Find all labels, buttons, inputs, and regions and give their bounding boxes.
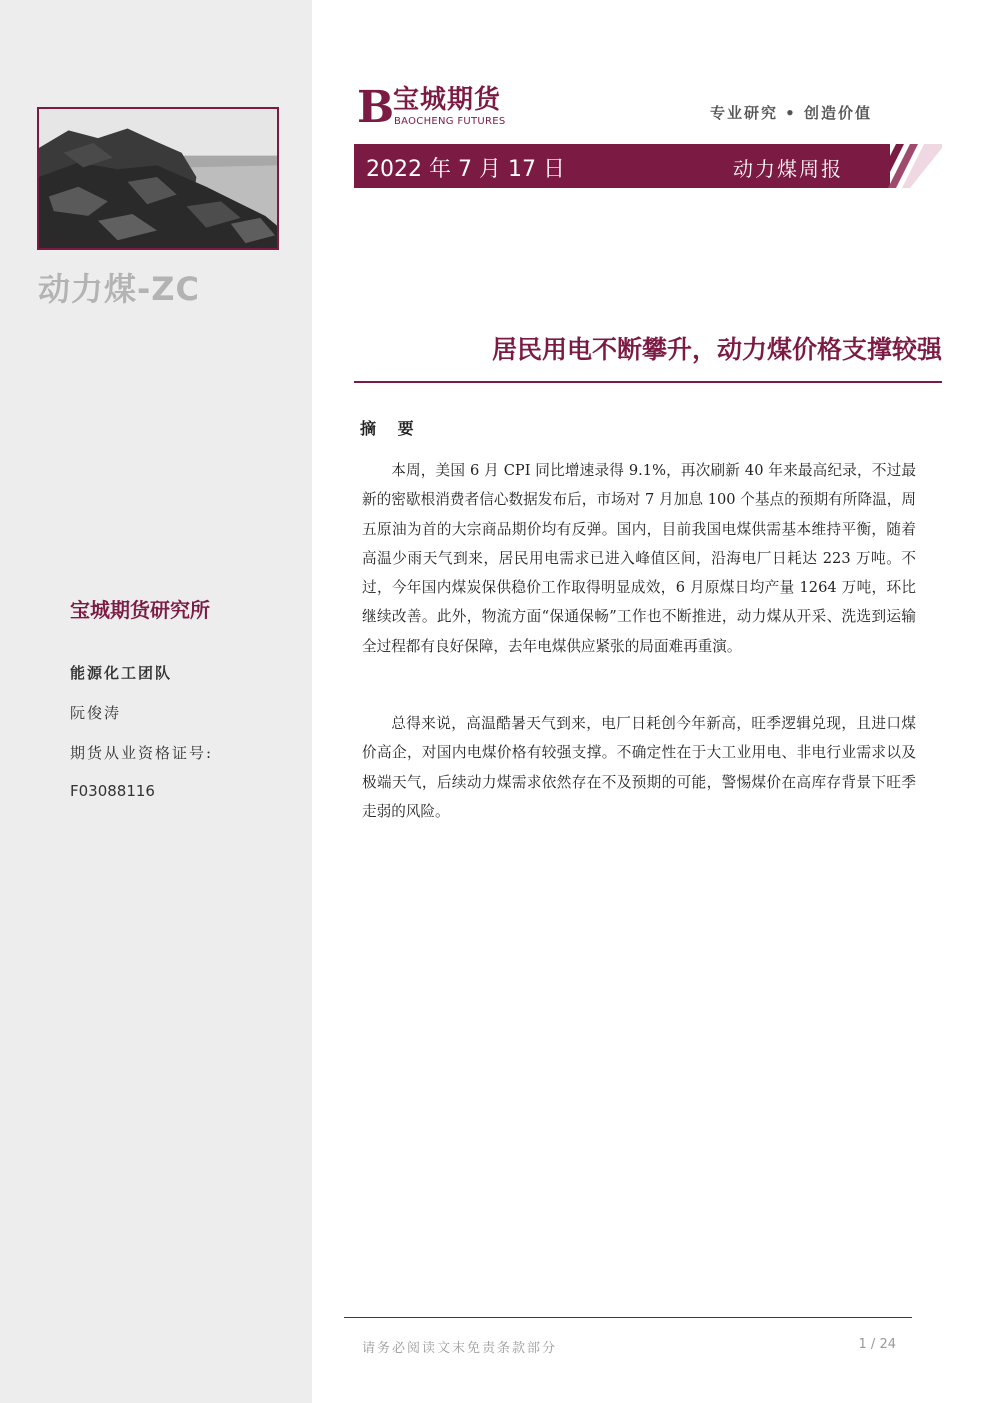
- disclaimer-note: 请务必阅读文末免责条款部分: [362, 1341, 558, 1356]
- institute-name: 宝城期货研究所: [70, 598, 210, 622]
- summary-heading: 摘 要: [360, 419, 422, 438]
- coal-landscape-image: [39, 109, 277, 248]
- report-date: 2022 年 7 月 17 日: [366, 157, 565, 182]
- footer-divider: [344, 1317, 912, 1318]
- logo-english-name: BAOCHENG FUTURES: [394, 116, 506, 127]
- summary-paragraph-1: 本周，美国 6 月 CPI 同比增速录得 9.1%，再次刷新 40 年来最高纪录，不过最新的密歇根消费者信心数据发布后，市场对 7 月加息 100 个基点的预期有所降温，周五原油为首的大宗商品期价均有反弹。国内，目前我国电煤供需基本维持平衡，随着高温少雨天气到来，居民用电需求已进入峰值区间，沿海电厂日耗达 223 万吨。不过，今年国内煤炭保供稳价工作取得明显成效，6 月原煤日均产量 1264 万吨，环比继续改善。此外，物流方面“保通保畅”工作也不断推进，动力煤从开采、洗选到运输全过程都有良好保障，去年电煤供应紧张的局面难再重演。: [362, 462, 916, 655]
- logo-mark-icon: B: [357, 82, 395, 133]
- report-type: 动力煤周报: [733, 157, 843, 181]
- report-headline: 居民用电不断攀升，动力煤价格支撑较强: [491, 335, 942, 364]
- coal-cover-photo: [37, 107, 279, 250]
- page-number: 1 / 24: [858, 1337, 896, 1352]
- logo-chinese-name: 宝城期货: [393, 85, 502, 115]
- banner-stripes-decoration: [860, 144, 942, 188]
- certificate-label: 期货从业资格证号:: [70, 744, 214, 762]
- company-logo: [357, 82, 527, 133]
- author-name: 阮俊涛: [70, 704, 122, 722]
- sidebar: [0, 0, 312, 1403]
- summary-paragraph-2: 总得来说，高温酷暑天气到来，电厂日耗创今年新高，旺季逻辑兑现，且进口煤价高企，对国内电煤价格有较强支撑。不确定性在于大工业用电、非电行业需求以及极端天气，后续动力煤需求依然存在不及预期的可能，警惕煤价在高库存背景下旺季走弱的风险。: [362, 715, 916, 820]
- headline-divider: [354, 381, 942, 383]
- team-name: 能源化工团队: [70, 664, 173, 682]
- certificate-number: F03088116: [70, 782, 155, 800]
- product-title: 动力煤-ZC: [38, 270, 200, 308]
- company-slogan: 专业研究 • 创造价值: [709, 104, 872, 122]
